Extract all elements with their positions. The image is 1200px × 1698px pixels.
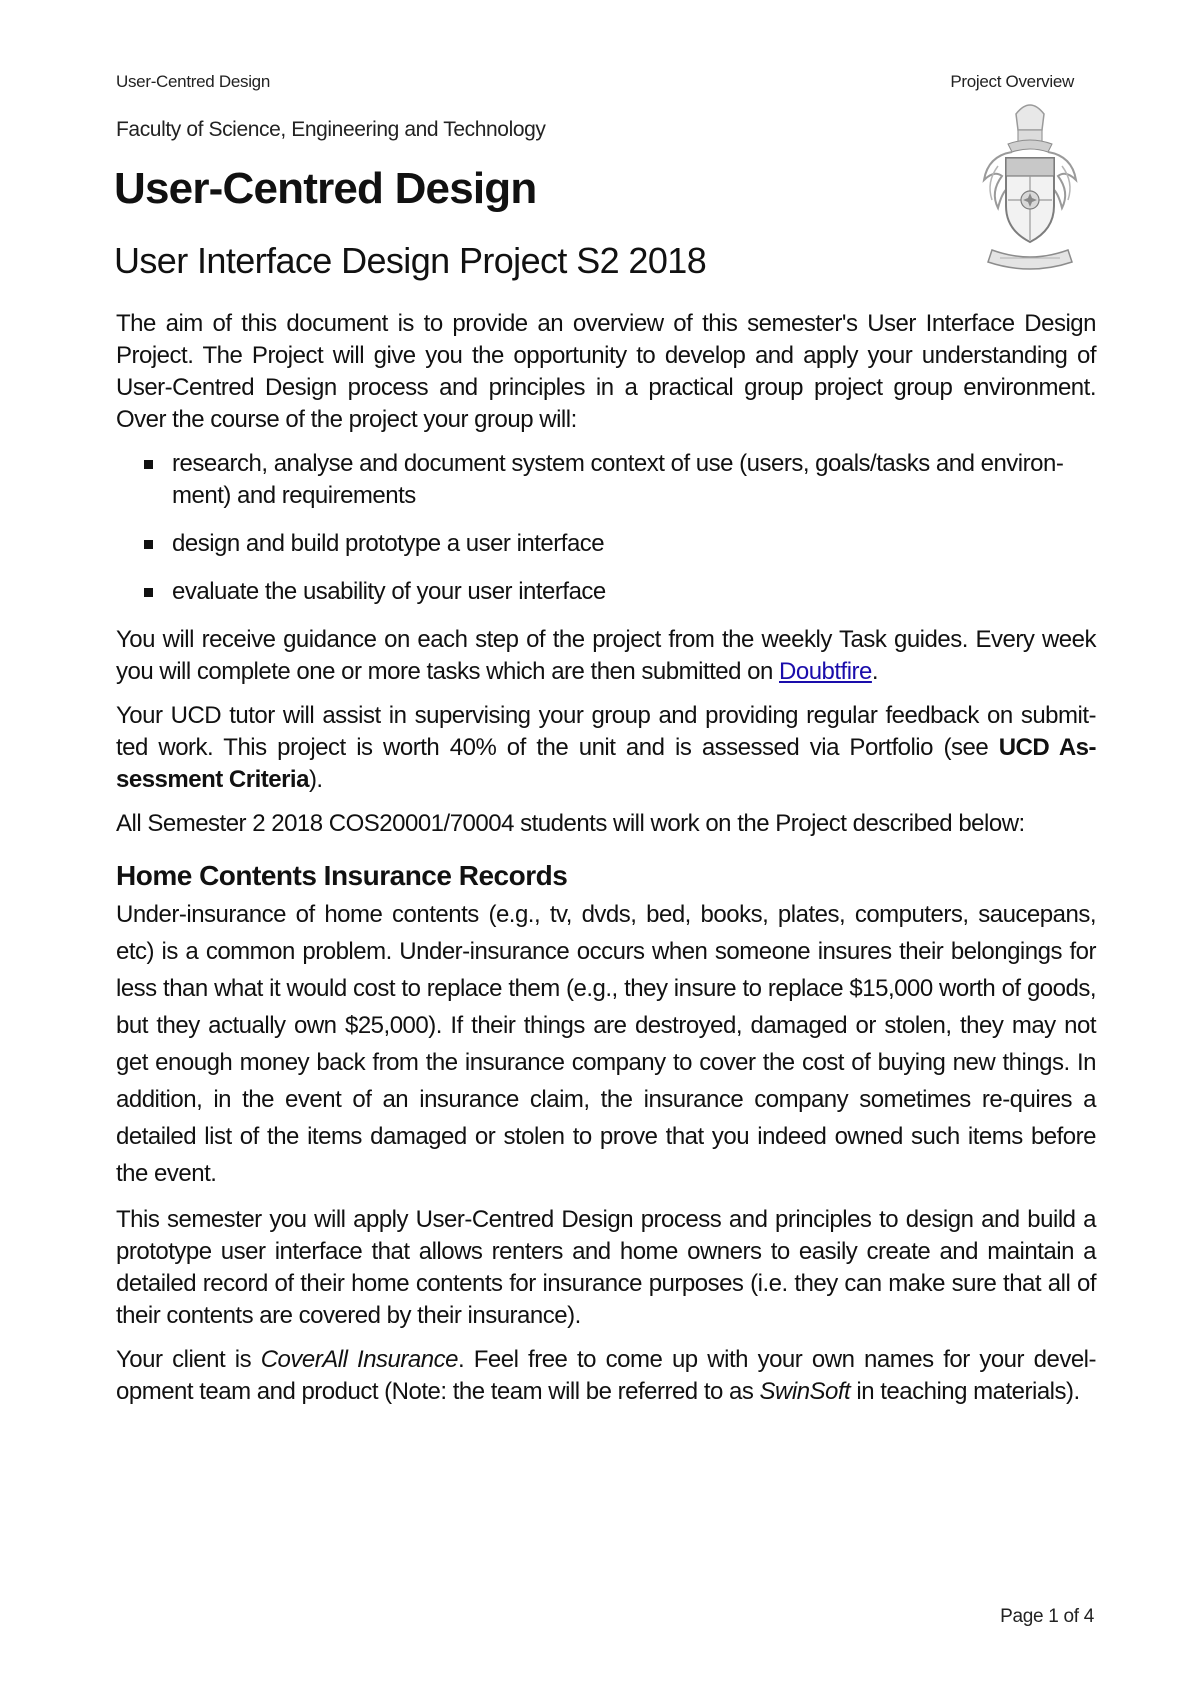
university-crest-icon	[978, 96, 1082, 286]
square-bullet-icon	[144, 460, 153, 469]
semester-paragraph: This semester you will apply User-Centred Design process and principles to design and build a prototype user interface that allows renters and home owners to easily create and maintain a detailed record of their home contents for insurance purposes (i.e. they can make sure that all of their contents are covered by their insurance).	[116, 1206, 1096, 1329]
header-left: User-Centred Design	[116, 72, 270, 91]
tutor-text: Your UCD tutor will assist in supervising your group and providing regular feedback on submit-ted work. This project is worth 40% of the unit and is assessed via Portfolio (see	[116, 702, 1096, 761]
document-subtitle: User Interface Design Project S2 2018	[114, 240, 707, 281]
under-insurance-paragraph: Under-insurance of home contents (e.g., tv, dvds, bed, books, plates, computers, saucepans, etc) is a common problem. Under-insurance occurs when someone insures their belongings for less than what it would cost to replace them (e.g., they insure to replace $15,000 worth of goods, but they actually own $25,000). If their things are destroyed, damaged or stolen, they may not get enough money back from the insurance company to cover the cost of buying new things. In addition, in the event of an insurance claim, the insurance company sometimes re-quires a detailed list of the items damaged or stolen to prove that you indeed owned such items before the event.	[116, 901, 1096, 1187]
document-title: User-Centred Design	[114, 164, 537, 213]
faculty-name: Faculty of Science, Engineering and Technology	[116, 118, 546, 141]
guidance-paragraph	[116, 624, 1096, 688]
list-item-text: evaluate the usability of your user interface	[172, 578, 606, 605]
document-body	[116, 308, 1096, 1420]
list-item-text: research, analyse and document system context of use (users, goals/tasks and environ-ment) and requirements	[172, 450, 1064, 509]
client-mid-text: . Feel free to come up with your own names for your devel-opment team and product (Note: the team will be referred to as	[116, 1346, 1096, 1405]
doubtfire-link[interactable]: Doubtfire	[779, 658, 872, 685]
students-paragraph: All Semester 2 2018 COS20001/70004 students will work on the Project described below:	[116, 810, 1025, 837]
guidance-end: .	[871, 658, 879, 685]
page-number: Page 1 of 4	[1000, 1606, 1094, 1627]
running-header	[116, 72, 1074, 94]
list-item	[116, 528, 1096, 560]
client-end-text: in teaching materials).	[850, 1378, 1080, 1405]
project-steps-list	[116, 448, 1096, 608]
list-item-text: design and build prototype a user interface	[172, 530, 605, 557]
client-paragraph	[116, 1344, 1096, 1408]
square-bullet-icon	[144, 588, 153, 597]
section-heading: Home Contents Insurance Records	[116, 860, 568, 891]
team-name: SwinSoft	[759, 1378, 851, 1405]
intro-paragraph: The aim of this document is to provide an overview of this semester's User Interface Design Project. The Project will give you the opportunity to develop and apply your understanding of User-Centred Design process and principles in a practical group project group environment. Over the course of the project your group will:	[116, 310, 1096, 433]
tutor-end: ).	[308, 766, 323, 793]
list-item	[116, 448, 1096, 512]
assessment-criteria-ref: UCD As-sessment Criteria	[116, 734, 1096, 793]
guidance-text: You will receive guidance on each step of the project from the weekly Task guides. Every week you will complete one or more tasks which are then submitted on	[116, 626, 1096, 685]
square-bullet-icon	[144, 540, 153, 549]
client-name: CoverAll Insurance	[260, 1346, 458, 1373]
header-right: Project Overview	[950, 72, 1074, 91]
client-text: Your client is	[116, 1346, 261, 1373]
list-item	[116, 576, 1096, 608]
tutor-paragraph	[116, 700, 1096, 796]
